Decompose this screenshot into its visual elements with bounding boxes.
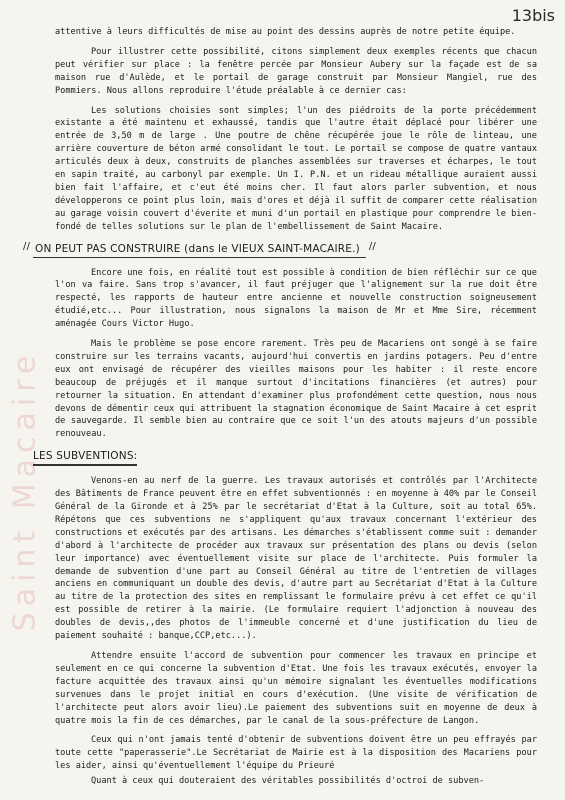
paragraph: Encore une fois, en réalité tout est possible à condition de bien réfléchir sur ce que l'on va faire. Sans trop s'avancer, il faut préjuger que l'alignement sur la rue doit être respecté, les rapports de hauteur entre ancienne et nouvelle construction soigneusement étudié,etc... Pour illustration, nous signalons la maison de Mr et Mme Sire, récemment aménagée Cours Victor Hugo.	[55, 267, 537, 330]
paragraph: attentive à leurs difficultés de mise au point des dessins auprès de notre petite équipe.	[55, 27, 516, 37]
document-body	[33, 26, 537, 795]
section-heading-construire: // ON PEUT PAS CONSTRUIRE (dans le VIEUX SAINT-MACAIRE.) //	[33, 243, 366, 258]
page-number: 13bis	[511, 6, 555, 25]
section-heading-subventions: LES SUBVENTIONS:	[33, 450, 137, 466]
paragraph: Attendre ensuite l'accord de subvention pour commencer les travaux en principe et seulement en ce qui concerne la subvention d'Etat. Une fois les travaux exécutés, envoyer la facture acquittée des travaux ainsi qu'un mémoire signalant les éventuelles modifications survenues dans le projet initial en cours d'exécution. (Une visite de vérification de l'architecte peut alors avoir lieu).Le paiement des subventions suit en moyenne de deux à quatre mois la fin de ces démarches, par le canal de la sous-préfecture de Langon.	[55, 650, 537, 726]
paragraph: Pour illustrer cette possibilité, citons simplement deux exemples récents que chacun peut vérifier sur place : la fenêtre percée par Monsieur Aubery sur la façade est de sa maison rue d'Aulède, et le portail de garage construit par Monsieur Mangiel, rue des Pommiers. Nous allons reproduire l'étude préalable à ce dernier cas:	[55, 46, 537, 96]
watermark-stamp	[7, 210, 43, 770]
paragraph: Venons-en au nerf de la guerre. Les travaux autorisés et contrôlés par l'Architecte des Bâtiments de France peuvent être en effet subventionnés : en moyenne à 40% par le Conseil Général de la Gironde et à 25% par le secrétariat d'Etat à la Culture, soit au total 65%. Répétons que ces subventions ne s'appliquent qu'aux travaux concernant l'extérieur des constructions et exécutés par des artisans. Les démarches s'établissent comme suit : demander d'abord à l'architecte de procéder aux travaux sur présentation des plans ou devis (selon leur importance) avec éventuellement visite sur place de l'architecte. Puis formuler la demande de subvention d'une part au Conseil Général au titre de l'entretien de villages anciens en communiquant un double des devis, d'autre part au Secrétariat d'Etat à la Culture au titre de la protection des sites en remplissant le formulaire prévu à cet effet ce qu'il est possible de retirer à la mairie. (Le formulaire requiert l'adjonction à nouveau des doubles de devis,,des photos de l'immeuble concerné et d'une justification du lieu de paiement souhaité : banque,CCP,etc...).	[55, 476, 537, 642]
watermark-text: Saint Macaire	[7, 349, 43, 631]
paragraph: Quant à ceux qui douteraient des véritables possibilités d'octroi de subven-	[91, 776, 485, 787]
paragraph: Ceux qui n'ont jamais tenté d'obtenir de subventions doivent être un peu effrayés par toute cette "paperasserie".Le Secrétariat de Mairie est à la disposition des Macariens pour les aider, ainsi qu'éventuellement l'équipe du Prieuré	[55, 735, 537, 772]
paragraph: Mais le problème se pose encore rarement. Très peu de Macariens ont songé à se faire construire sur les terrains vacants, aujourd'hui convertis en jardins potagers. Peu d'entre eux ont envisagé de récupérer des vieilles maisons pour les habiter : il reste encore beaucoup de préjugés et il manque surtout d'incitations financières (et autres) pour retourner la situation. En attendant d'examiner plus profondément cette question, nous nous devons de démentir ceux qui attribuent la stagnation économique de Saint Macaire à cet esprit de sauvegarde. Il semble bien au contraire que ce soit l'un des atouts majeurs d'un possible renouveau.	[55, 339, 537, 440]
paragraph: Les solutions choisies sont simples; l'un des piédroits de la porte précédemment existante a été maintenu et exhaussé, tandis que l'autre était déplacé pour libérer une entrée de 3,50 m de large . Une poutre de chêne récupérée joue le rôle de linteau, une arrière couverture de béton armé consolidant le tout. Le portail se compose de quatre vantaux articulés deux à deux, construits de planches assemblées sur traverses et écharpes, le tout en sapin traité, au carbonyl par exemple. Un I. P.N. et un rideau métallique auraient aussi bien fait l'affaire, et c'eut été moins cher. Il faut alors parler subvention, et nous développerons ce point plus loin, mais d'ores et déjà il suffit de comparer cette réalisation au garage voisin couvert d'éverite et muni d'un portail en plastique pour comprendre le bien-fondé de telles solutions sur le plan de l'embellissement de Saint Macaire.	[55, 105, 537, 232]
